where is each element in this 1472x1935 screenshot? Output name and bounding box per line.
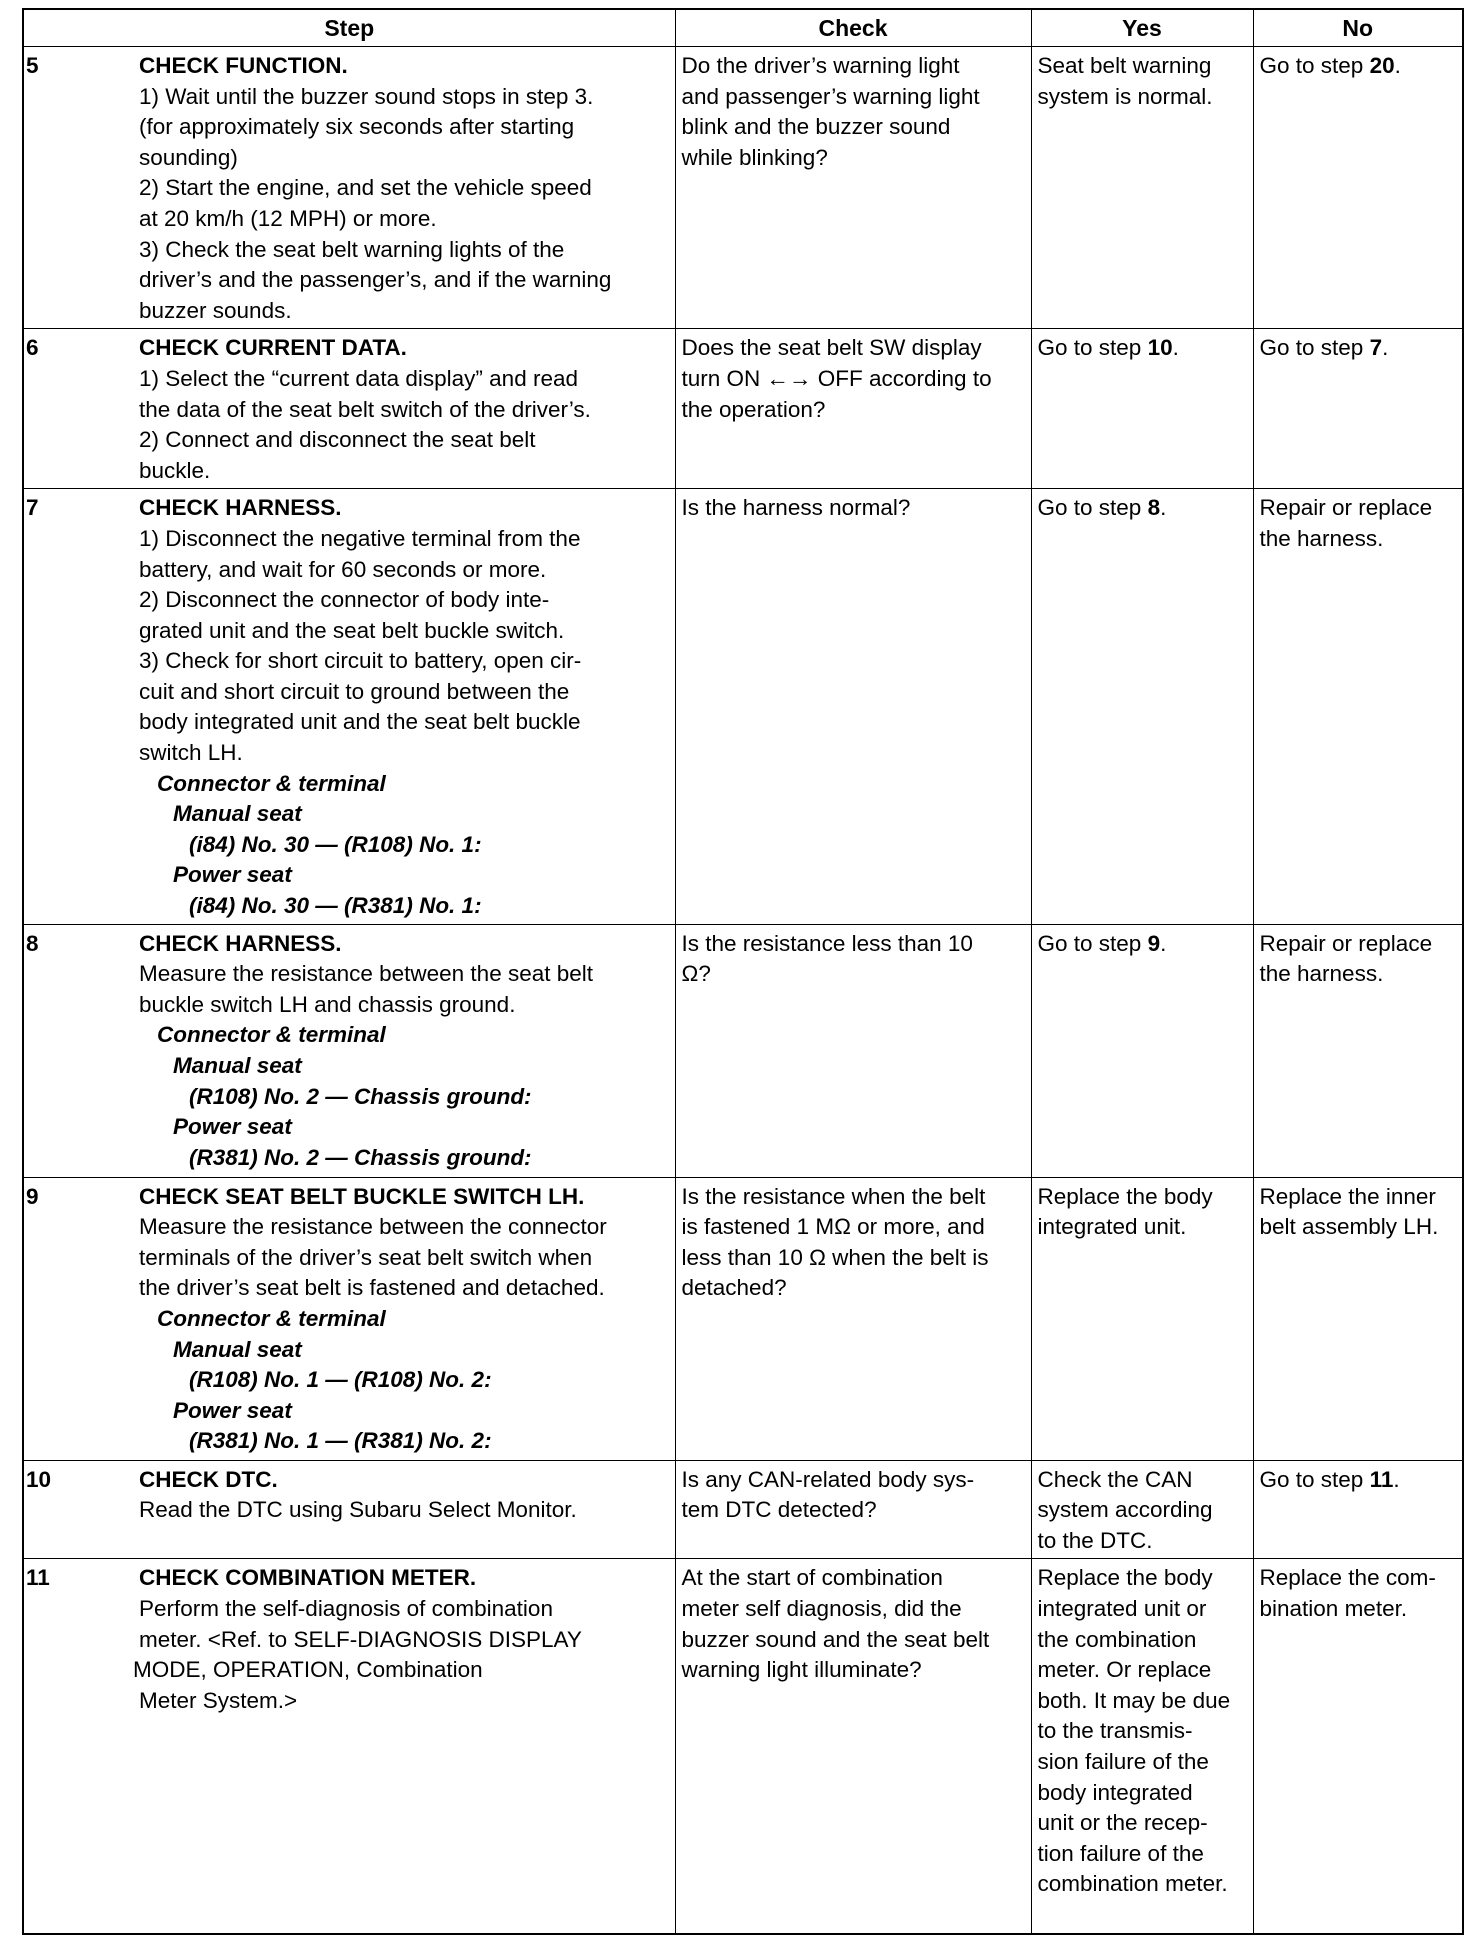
yes-text: .: [1172, 335, 1179, 361]
step-cell: [139, 1460, 675, 1559]
power-seat-label: Power seat: [173, 1114, 292, 1140]
no-cell: [1253, 1460, 1463, 1559]
yes-line: system according: [1037, 1497, 1213, 1523]
no-cell: [1253, 1177, 1463, 1460]
no-cell: [1253, 489, 1463, 924]
check-line: Does the seat belt SW display: [681, 335, 982, 361]
step-line: meter. <Ref. to SELF-DIAGNOSIS DISPLAY: [139, 1626, 582, 1652]
yes-text: Go to step: [1037, 495, 1148, 521]
yes-line: the combination: [1037, 1626, 1197, 1652]
table-row: [23, 47, 1463, 329]
no-line: Repair or replace: [1259, 930, 1433, 956]
step-number: 8: [23, 924, 139, 1177]
yes-line: sion failure of the: [1037, 1748, 1209, 1774]
step-line: battery, and wait for 60 seconds or more.: [139, 556, 547, 582]
step-link[interactable]: 8: [1147, 495, 1161, 521]
connector-terminal-label: Connector & terminal: [157, 1022, 386, 1048]
yes-cell: [1031, 924, 1253, 1177]
manual-seat-label: Manual seat: [173, 801, 302, 827]
no-line: belt assembly LH.: [1259, 1214, 1439, 1240]
step-title: CHECK FUNCTION.: [139, 53, 348, 78]
no-line: Replace the com-: [1259, 1565, 1436, 1591]
step-line: cuit and short circuit to ground between the: [139, 678, 570, 704]
yes-cell: [1031, 1177, 1253, 1460]
check-line: blink and the buzzer sound: [681, 114, 951, 140]
yes-text: .: [1160, 930, 1167, 956]
step-line: driver’s and the passenger’s, and if the warning: [139, 267, 612, 293]
step-title: CHECK CURRENT DATA.: [139, 335, 407, 361]
step-link[interactable]: 20: [1369, 53, 1395, 78]
table-row: [23, 329, 1463, 489]
no-cell: [1253, 924, 1463, 1177]
yes-cell: [1031, 1559, 1253, 1934]
step-cell: [139, 47, 675, 329]
table-row: [23, 924, 1463, 1177]
manual-seat-terminals: (i84) No. 30 — (R108) No. 1:: [189, 831, 482, 857]
power-seat-label: Power seat: [173, 862, 292, 888]
check-line: the operation?: [681, 396, 826, 422]
step-link[interactable]: 10: [1147, 335, 1173, 361]
yes-line: meter. Or replace: [1037, 1657, 1212, 1683]
step-cell: [133, 1559, 675, 1934]
check-line: warning light illuminate?: [681, 1657, 922, 1683]
header-yes: Yes: [1031, 9, 1253, 47]
yes-line: Check the CAN: [1037, 1466, 1193, 1492]
step-line: 1) Wait until the buzzer sound stops in step 3.: [139, 83, 594, 109]
step-title: CHECK HARNESS.: [139, 930, 342, 956]
diagnostic-table: [22, 8, 1464, 1935]
step-line: grated unit and the seat belt buckle switch.: [139, 617, 565, 643]
step-title: CHECK HARNESS.: [139, 495, 342, 521]
check-cell: [675, 329, 1031, 489]
check-line: is fastened 1 MΩ or more, and: [681, 1214, 985, 1240]
step-line: sounding): [139, 144, 238, 170]
yes-cell: [1031, 47, 1253, 329]
step-line: 2) Disconnect the connector of body inte-: [139, 587, 550, 613]
table-row: [23, 489, 1463, 924]
check-cell: [675, 1177, 1031, 1460]
step-line: Measure the resistance between the seat belt: [139, 961, 594, 987]
connector-terminal-label: Connector & terminal: [157, 1306, 386, 1331]
yes-line: integrated unit or: [1037, 1596, 1207, 1621]
check-cell: [675, 1460, 1031, 1559]
step-line: buckle switch LH and chassis ground.: [139, 991, 516, 1017]
step-line: (for approximately six seconds after starting: [139, 114, 575, 140]
manual-seat-terminals: (R108) No. 2 — Chassis ground:: [189, 1083, 532, 1109]
yes-cell: [1031, 489, 1253, 924]
yes-line: Replace the body: [1037, 1565, 1213, 1591]
table-row: [23, 1460, 1463, 1559]
check-cell: [675, 47, 1031, 329]
step-line: Measure the resistance between the connector: [139, 1214, 607, 1240]
yes-line: system is normal.: [1037, 83, 1213, 109]
check-line: buzzer sound and the seat belt: [681, 1626, 990, 1652]
no-text: .: [1394, 53, 1401, 78]
no-text: Go to step: [1259, 1466, 1370, 1492]
no-line: Replace the inner: [1259, 1183, 1436, 1209]
no-line: the harness.: [1259, 961, 1384, 987]
yes-cell: [1031, 329, 1253, 489]
step-line: 2) Start the engine, and set the vehicle speed: [139, 175, 592, 201]
yes-line: combination meter.: [1037, 1871, 1228, 1897]
no-text: Go to step: [1259, 335, 1370, 361]
step-line: the driver’s seat belt is fastened and detached.: [139, 1275, 605, 1301]
check-cell: [675, 1559, 1031, 1934]
step-link[interactable]: 11: [1369, 1466, 1394, 1492]
power-seat-label: Power seat: [173, 1397, 292, 1423]
check-line: Is the harness normal?: [681, 495, 911, 521]
no-line: Repair or replace: [1259, 495, 1433, 521]
yes-line: integrated unit.: [1037, 1214, 1187, 1240]
yes-line: tion failure of the: [1037, 1840, 1204, 1866]
yes-line: to the DTC.: [1037, 1527, 1153, 1553]
step-number: 9: [23, 1177, 139, 1460]
manual-seat-label: Manual seat: [173, 1053, 302, 1078]
step-title: CHECK SEAT BELT BUCKLE SWITCH LH.: [139, 1183, 585, 1209]
step-line: buckle.: [139, 457, 211, 483]
check-line: while blinking?: [681, 144, 828, 170]
step-title: CHECK COMBINATION METER.: [139, 1565, 477, 1591]
step-title: CHECK DTC.: [139, 1466, 278, 1492]
step-line: at 20 km/h (12 MPH) or more.: [139, 205, 437, 231]
connector-terminal-label: Connector & terminal: [157, 770, 386, 796]
no-cell: [1253, 1559, 1463, 1934]
power-seat-terminals: (i84) No. 30 — (R381) No. 1:: [189, 893, 482, 919]
step-line: buzzer sounds.: [139, 297, 292, 323]
step-line: body integrated unit and the seat belt buckle: [139, 709, 581, 735]
yes-text: Go to step: [1037, 335, 1148, 361]
no-cell: [1253, 47, 1463, 329]
step-number: 6: [23, 329, 139, 489]
step-line: 3) Check for short circuit to battery, open cir-: [139, 648, 582, 674]
step-line: switch LH.: [139, 740, 243, 766]
check-cell: [675, 489, 1031, 924]
check-line: less than 10 Ω when the belt is: [681, 1244, 989, 1270]
check-line: Do the driver’s warning light: [681, 53, 960, 78]
table-header-row: [23, 9, 1463, 47]
step-number: 10: [23, 1460, 139, 1559]
no-line: bination meter.: [1259, 1596, 1408, 1621]
step-line: terminals of the driver’s seat belt switch when: [139, 1244, 593, 1270]
step-line: 2) Connect and disconnect the seat belt: [139, 427, 536, 453]
yes-cell: [1031, 1460, 1253, 1559]
check-line: tem DTC detected?: [681, 1497, 877, 1523]
step-number: 5: [23, 47, 139, 329]
step-number: 7: [23, 489, 139, 924]
power-seat-terminals: (R381) No. 1 — (R381) No. 2:: [189, 1428, 492, 1454]
step-line: 1) Disconnect the negative terminal from the: [139, 525, 581, 551]
table-row: [23, 1559, 1463, 1934]
step-line: Meter System.>: [139, 1687, 298, 1713]
step-cell: [139, 329, 675, 489]
step-cell: [139, 1177, 675, 1460]
step-line: Perform the self-diagnosis of combination: [139, 1596, 553, 1621]
header-check: Check: [675, 9, 1031, 47]
check-line: Is the resistance less than 10: [681, 930, 973, 956]
step-number: 11: [23, 1559, 139, 1934]
yes-line: both. It may be due: [1037, 1687, 1231, 1713]
no-line: the harness.: [1259, 525, 1384, 551]
yes-line: Replace the body: [1037, 1183, 1213, 1209]
no-text: .: [1393, 1466, 1400, 1492]
yes-text: Go to step: [1037, 930, 1148, 956]
check-line: turn ON ←→ OFF according to: [681, 365, 992, 391]
check-line: and passenger’s warning light: [681, 83, 980, 109]
yes-line: Seat belt warning: [1037, 53, 1212, 78]
check-line: detached?: [681, 1275, 787, 1301]
step-line: Read the DTC using Subaru Select Monitor.: [139, 1497, 577, 1523]
no-text: Go to step: [1259, 53, 1370, 78]
check-line: Is the resistance when the belt: [681, 1183, 986, 1209]
check-line: Is any CAN-related body sys-: [681, 1466, 975, 1492]
step-line: the data of the seat belt switch of the driver’s.: [139, 396, 591, 422]
check-cell: [675, 924, 1031, 1177]
step-line: 3) Check the seat belt warning lights of the: [139, 236, 565, 262]
power-seat-terminals: (R381) No. 2 — Chassis ground:: [189, 1144, 532, 1170]
manual-seat-terminals: (R108) No. 1 — (R108) No. 2:: [189, 1367, 492, 1393]
yes-line: body integrated: [1037, 1779, 1193, 1805]
step-cell: [139, 924, 675, 1177]
check-line: Ω?: [681, 961, 711, 987]
table-row: [23, 1177, 1463, 1460]
no-cell: [1253, 329, 1463, 489]
header-no: No: [1253, 9, 1463, 47]
manual-seat-label: Manual seat: [173, 1336, 302, 1362]
no-text: .: [1382, 335, 1389, 361]
check-line: At the start of combination: [681, 1565, 943, 1591]
step-cell: [139, 489, 675, 924]
yes-text: .: [1160, 495, 1167, 521]
header-step: Step: [23, 9, 675, 47]
check-line: meter self diagnosis, did the: [681, 1596, 962, 1621]
yes-line: unit or the recep-: [1037, 1810, 1208, 1836]
step-line: MODE, OPERATION, Combination: [133, 1657, 483, 1683]
step-link[interactable]: 7: [1369, 335, 1383, 361]
yes-line: to the transmis-: [1037, 1718, 1193, 1744]
step-line: 1) Select the “current data display” and read: [139, 365, 578, 391]
step-link[interactable]: 9: [1147, 930, 1161, 956]
